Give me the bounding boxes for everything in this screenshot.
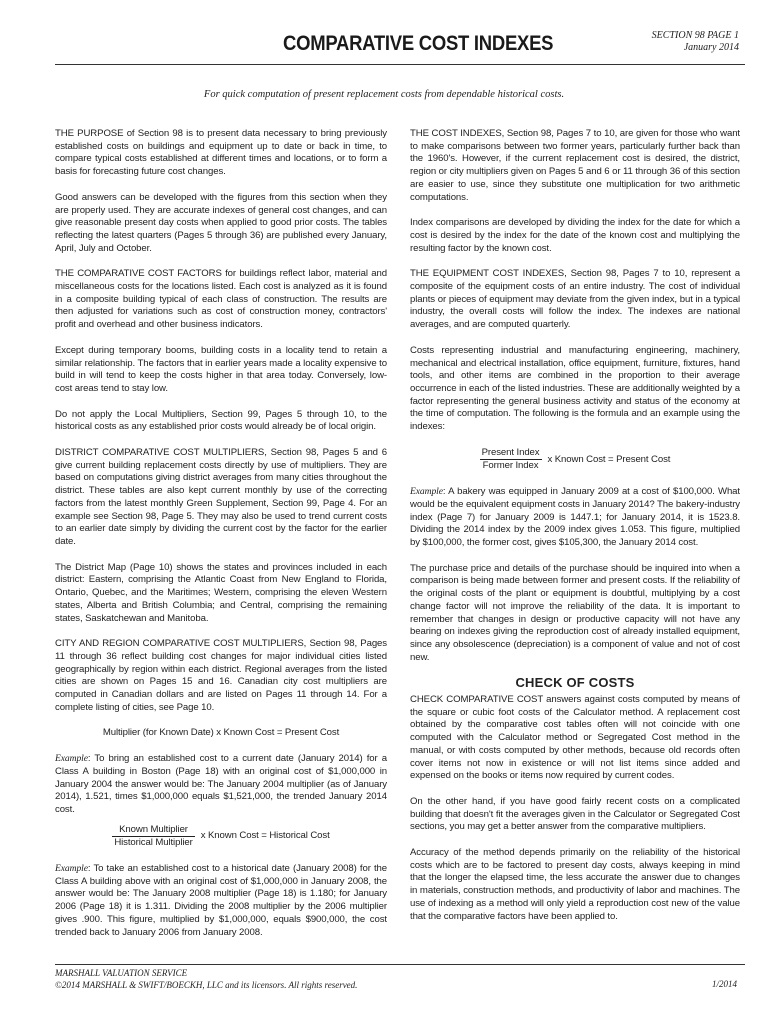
fraction-denominator: Historical Multiplier: [114, 837, 193, 849]
page-title: COMPARATIVE COST INDEXES: [283, 32, 554, 55]
paragraph-cost-indexes: THE COST INDEXES, Section 98, Pages 7 to 10, are given for those who want to make comparisons between two former years, particularly further back than the 1960's. However, if the current replacement cost is desired, the district, region or city multipliers given on Pages 5 and 6 or 11 through 36 of this section are easier to use, since they substitute one multiplication for two arithmetic computations.: [410, 128, 740, 203]
fraction: [480, 447, 542, 473]
paragraph-index-comparisons: Index comparisons are developed by dividing the index for the date for which a cost is desired by the index for the date of the known cost and multiplying the resulting factor by the known cost.: [410, 217, 740, 254]
fraction-denominator: Former Index: [482, 460, 539, 472]
paragraph-equipment-cost-indexes: THE EQUIPMENT COST INDEXES, Section 98, Pages 7 to 10, represent a composite of the equipment costs of an entire industry. The cost of individual plants or pieces of equipment may deviate from the given index, but in a typical industry, the overall costs will follow the index. The indexes are national averages, and are computed quarterly.: [410, 268, 740, 331]
formula-present-cost: Multiplier (for Known Date) x Known Cost = Present Cost: [102, 727, 340, 739]
formula-rest: x Known Cost = Historical Cost: [200, 830, 330, 842]
example-text: : To take an established cost to a historical date (January 2008) for the Class A building above with an original cost of $1,000,000 in January 2008, the answer would be: The January 2008 multiplier (Page 18) is 1.180; for January 2006 (Page 18) it is 1.311. Dividing the 2008 multiplier by the 2006 multiplier gives .900. This figure, multiplied by $1,000,000, equals $900,000, the cost trended back to January 2006 from January 2008.: [55, 863, 387, 938]
paragraph-temporary-booms: Except during temporary booms, building costs in a locality tend to retain a similar relationship. The factors that in earlier years made a locality expensive to build in will tend to keep the costs higher in that area today. Conversely, low-cost areas tend to stay low.: [55, 344, 387, 394]
paragraph-comparative-cost-factors: THE COMPARATIVE COST FACTORS for buildings reflect labor, material and miscellaneous costs for the locations listed. Each cost is analyzed as it is found in a composite building typical of each class of construction. The results are then adjusted for variations such as cost of construction money, contractors' profit and overhead and other business indicators.: [55, 268, 387, 331]
paragraph-district-map: The District Map (Page 10) shows the states and provinces included in each district: Eastern, comprising the Atlantic Coast from New England to Florida, Ontario, Quebec, and the Maritimes; Western, comprising the eleven Western states, Alberta and British Columbia; and Central, comprising the remaining states, Saskatchewan and Manitoba.: [55, 561, 387, 624]
section-reference: [652, 30, 739, 54]
paragraph-good-answers: Good answers can be developed with the figures from this section when they are properly used. They are accurate indexes of general cost changes, and can give reasonable present day costs when applied to good prior costs. The tables reflecting the latest quarters (Pages 5 through 36) are published every January, April, July and October.: [55, 191, 387, 254]
page-header: [55, 28, 745, 68]
paragraph-costs-representing: Costs representing industrial and manufacturing engineering, machinery, mechanical and electrical installation, office equipment, furniture, fixtures, hand tools, and other items are combined in the proportion to their average occurrence in each of the listed industries. These are additionally weighted by a factor representing the general business activity and status of the economy at the time of computation. The following is the formula and an example using the indexes:: [410, 344, 740, 433]
example-historical-cost: [55, 863, 387, 939]
copyright-notice: ©2014 MARSHALL & SWIFT/BOECKH, LLC and its licensors. All rights reserved.: [55, 979, 358, 990]
paragraph-purchase-price: The purchase price and details of the purchase should be inquired into when a comparison is being made between former and present costs. If the reliability of the original costs of the plant or equipment is doubtful, multiplying by a cost change factor will not improve the reliability of the data. It is important to remember that changes in design or productive capacity will not have any bearing on indexes giving the reproduction cost of already installed equipment, since any obsolescence (depreciation) is a component of value and not of cost new.: [410, 562, 740, 663]
page-footer: [55, 968, 745, 991]
example-label: Example: [55, 753, 88, 765]
header-rule: [55, 64, 745, 65]
paragraph-check-comparative-cost: CHECK COMPARATIVE COST answers against costs computed by means of the square or cubic foot costs of the Calculator method. A replacement cost obtained by the comparative cost tables often will not coincide with one computed with the Calculator method or Segregated Cost method in the manual, or with costs computed by other methods, because old records often cover items not now in existence or will not list items since added and expensed on the books or items now required by current codes.: [410, 694, 740, 782]
section-heading-check-of-costs: CHECK OF COSTS: [515, 675, 635, 691]
fraction-numerator: Present Index: [480, 447, 542, 461]
paragraph-purpose: THE PURPOSE of Section 98 is to present data necessary to bring previously established costs on buildings and equipment up to date or back in time, to compare typical costs established at different times and locations, or to form a basis for forecasting future cost changes.: [55, 128, 387, 178]
formula-rest: x Known Cost = Present Cost: [547, 453, 671, 465]
left-column: [55, 128, 387, 952]
publisher-name: MARSHALL VALUATION SERVICE: [55, 968, 188, 978]
section-date-label: January 2014: [683, 42, 739, 53]
example-present-cost: [55, 753, 387, 817]
example-label: Example: [410, 486, 443, 498]
footer-rule: [55, 964, 745, 965]
fraction: [112, 824, 194, 850]
formula-index-present-cost: [410, 447, 740, 473]
paragraph-accuracy: Accuracy of the method depends primarily on the reliability of the historical costs which are to be factored to present day costs, always keeping in mind that the longer the elapsed time, the less accurate the answer due to changes in materials, construction methods, and productivity of labor and machines. The use of indexing as a method will only yield a reproduction cost new of the value that the comparative factors have been applied to.: [410, 847, 740, 922]
example-text: : To bring an established cost to a current date (January 2014) for a Class A building in Boston (Page 18) with an original cost of $1,000,000 in January 2004 the answer would be: The January 2004 multiplier (as of January 2014), 1.521, times $1,000,000 equals $1,521,000, the trended January 2014 cost.: [55, 753, 387, 815]
page-subtitle: For quick computation of present replacement costs from dependable historical costs.: [203, 89, 565, 100]
example-label: Example: [55, 863, 88, 875]
formula-historical-cost: [55, 824, 387, 850]
paragraph-district-multipliers: DISTRICT COMPARATIVE COST MULTIPLIERS, Section 98, Pages 5 and 6 give current building replacement costs directly by use of multipliers. They are based on computations giving district averages from many cities throughout the district. These tables are also kept current monthly by use of the correcting factors from the latest monthly Green Supplement, Section 99, Page 4. For an example see Section 98, Page 5. They may also be used to trend current costs to an earlier date simply by dividing the current cost by the factor for the earlier date.: [55, 447, 387, 547]
paragraph-other-hand: On the other hand, if you have good fairly recent costs on a complicated building that doesn't fit the averages given in the Calculator or Segregated Cost sections, you may get a better answer from the comparative multipliers.: [410, 795, 740, 833]
example-text: : A bakery was equipped in January 2009 at a cost of $100,000. What would be the equivalent equipment costs in January 2014? The bakery-industry index (Page 7) for January 2009 is 1447.1; for January 2014, it is 1523.8. Dividing the 2014 index by the 2009 index gives 1.053. This figure, multiplied by $100,000, the former cost, gives $105,300, the January 2014 cost.: [410, 486, 740, 548]
fraction-numerator: Known Multiplier: [112, 824, 194, 838]
footer-date: 1/2014: [711, 979, 737, 989]
paragraph-city-region-multipliers: CITY AND REGION COMPARATIVE COST MULTIPLIERS, Section 98, Pages 11 through 36 reflect building cost changes for major individual cities listed geographically by region within each district. Regional averages from the listed cities are shown on Pages 15 and 16. Canadian city cost multipliers are computed in Canadian dollars and are listed on Pages 11 through 14. For a complete listing of cities, see Page 10.: [55, 638, 387, 713]
paragraph-local-multipliers: Do not apply the Local Multipliers, Section 99, Pages 5 through 10, to the historical costs as any established prior costs would already be of local origin.: [55, 408, 387, 433]
example-bakery: [410, 486, 740, 550]
right-column: [410, 128, 740, 936]
section-page-label: SECTION 98 PAGE 1: [651, 30, 739, 41]
